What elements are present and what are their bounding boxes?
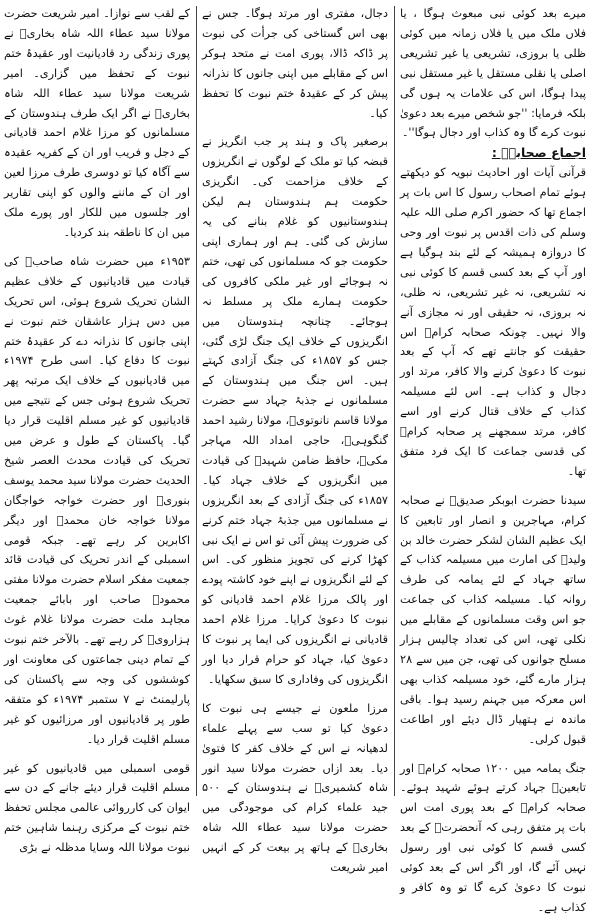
article-paragraph: جنگ یمامہ میں ۱۲۰۰ صحابہ کرامؓ اور تابعینؒ جہاد کرتے ہوئے شہید ہوئے۔ صحابہ کرامؓ کے بعد پوری امت اس بات پر متفق رہی کہ آنحضرتؐ کے بعد کسی قسم کا کوئی نبی اور رسول نہیں آئے گا، اور اگر اس کے بعد کوئی نبوت کا دعویٰ کرے گا تو وہ کافر و کذاب ہے۔: [400, 761, 586, 914]
article-paragraph: دجال، مفتری اور مرتد ہوگا۔ جس نے بھی اس گستاخی کی جرأت کی نبوت پر ڈاکہ ڈالا، پوری امت نے متحد ہوکر اس کے مقابلے میں اپنی جانوں کا نذرانہ پیش کر کے عقیدۂ ختم نبوت کا تحفظ کیا۔: [202, 7, 388, 120]
column-divider: [394, 6, 395, 796]
column-divider: [196, 6, 197, 796]
column-middle: [202, 4, 388, 875]
article-paragraph: ۱۹۵۳ء میں حضرت شاہ صاحبؒ کی قیادت میں قادیانیوں کے خلاف عظیم الشان تحریک شروع ہوئی، اس تحریک میں دس ہزار عاشقان ختم نبوت نے اپنی جانوں کا نذرانہ دے کر عقیدۂ ختم نبوت کا دفاع کیا۔ اسی طرح ۱۹۷۴ء میں قادیانیوں کے خلاف ایک مرتبہ پھر تحریک شروع ہوئی جس کے نتیجے میں قادیانیوں کو غیر مسلم اقلیت قرار دیا گیا۔ پاکستان کے طول و عرض میں تحریک کی قیادت محدث العصر شیخ الحدیث حضرت مولانا سید محمد یوسف بنوریؒ اور حضرت خواجہ خواجگان مولانا خواجہ خان محمدؒ اور دیگر اکابرین کر رہے تھے۔ جبکہ قومی اسمبلی کے اندر تحریک کی قیادت قائد جمعیت مفکر اسلام حضرت مولانا مفتی محمودؒ صاحب اور بابائے جمعیت مجاہد ملت حضرت مولانا غلام غوث ہزارویؒ کر رہے تھے۔ بالآخر ختم نبوت کے تمام دینی جماعتوں کی معاونت اور کوششوں کی وجہ سے پاکستان کی پارلیمنٹ نے ۷ ستمبر ۱۹۷۴ء کو متفقہ طور پر قادیانیوں اور مرزائیوں کو غیر مسلم اقلیت قرار دیا۔: [4, 254, 191, 746]
article-paragraph: قومی اسمبلی میں قادیانیوں کو غیر مسلم اقلیت قرار دیئے جانے کے دن سے ایوان کی کارروائی عالمی مجلس تحفظ ختم نبوت کے مرکزی رہنما شاہین ختم نبوت مولانا اللہ وسایا مدظلہ نے بڑی: [4, 761, 190, 855]
article-paragraph: کے لقب سے نوازا۔ امیر شریعت حضرت مولانا سید عطاء اللہ شاہ بخاریؒ نے پوری زندگی رد قادیانیت اور عقیدۂ ختم نبوت کے تحفظ میں گزاری۔ امیر شریعت مولانا سید عطاء اللہ شاہ بخاریؒ نے اگر ایک طرف ہندوستان کے مسلمانوں کو مرزا غلام احمد قادیانی کے دجل و فریب اور ان کے کفریہ عقیدہ سے آگاہ کیا تو دوسری طرف مرزا لعین اور ان کے ماننے والوں کو اپنی تقاریر اور جلسوں میں للکار اور پورے ملک میں ان کا ناطقہ بند کردیا۔: [4, 7, 190, 239]
column-left: [4, 4, 191, 855]
column-right: [400, 4, 586, 914]
article-paragraph: مرزا ملعون نے جیسے ہی نبوت کا دعویٰ کیا تو سب سے پہلے علماء لدھیانہ نے اس کے خلاف کفر کا فتویٰ دیا۔ بعد ازاں حضرت مولانا سید انور شاہ کشمیریؒ نے ہندوستان کے ۵۰۰ جید علماء کرام کی موجودگی میں حضرت مولانا سید عطاء اللہ شاہ بخاریؒ کے ہاتھ پر بیعت کر کے انہیں امیر شریعت: [202, 701, 388, 875]
article-paragraph: قرآنی آیات اور احادیث نبویہ کو دیکھتے ہوئے تمام اصحاب رسول کا اس بات پر اجماع تھا کہ حضور اکرم صلی اللہ علیہ وسلم کی ذات اقدس پر نبوت اور وحی کا دروازہ ہمیشہ کے لئے بند ہوگیا ہے اور آپ کے بعد کسی قسم کا کوئی نبی نہ تشریعی، نہ غیر تشریعی، نہ ظلی، نہ بروزی، نہ حقیقی اور نہ مجازی آنے والا نہیں۔ چونکہ صحابہ کرامؓ اس حقیقت کو جانتے تھے کہ آپ کے بعد نبوت کا دعویٰ کرنے والا کافر، مرتد اور دجال و کذاب ہے۔ اس لئے مسیلمہ کذاب کے خلاف قتال کرنے اور اسے کافر، مرتد سمجھنے پر صحابہ کرامؓ کی قدسی جماعت کا ایک فرد متفق تھا۔: [400, 166, 586, 478]
article-paragraph: برصغیر پاک و ہند پر جب انگریز نے قبضہ کیا تو ملک کے لوگوں نے انگریزوں کے خلاف مزاحمت کی۔ انگریزی حکومت ہم ہندوستان ہم لیکن ہندوستانیوں کو غلام بنانے کی یہ سازش کی گئی۔ ہم اور ہماری اپنی حکومت جو کہ مسلمانوں کی تھی، ختم نہ ہوجائے اور غیر ملکی کافروں کی حکومت ہمارے ملک پر مسلط نہ ہوجائے۔ چنانچہ ہندوستان میں انگریزوں کے خلاف ایک جنگ لڑی گئی، جس کو ۱۸۵۷ء کی جنگ آزادی کہتے ہیں۔ اس جنگ میں ہندوستان کے مسلمانوں نے جذبۂ جہاد سے حضرت مولانا قاسم نانوتویؒ، مولانا رشید احمد گنگوہیؒ، حاجی امداد اللہ مہاجر مکیؒ، حافظ ضامن شہیدؒ کی قیادت میں انگریزوں کے خلاف جہاد کیا۔ ۱۸۵۷ء کی جنگ آزادی کے بعد انگریزوں نے مسلمانوں میں جذبۂ جہاد ختم کرنے کی ضرورت پیش آئی تو اس نے ایک نبی کھڑا کرنے کی تجویز منظور کی۔ اس کے لئے انگریزوں نے اپنے خود کاشتہ پودے اور پالک مرزا غلام احمد قادیانی کو نبوت کا دعویٰ کرایا۔ مرزا غلام احمد قادیانی نے انگریزوں کی ایما پر نبوت کا دعویٰ کیا، جہاد کو حرام قرار دیا اور انگریزوں کی وفاداری کا سبق سکھایا۔: [202, 135, 388, 686]
article-paragraph: سیدنا حضرت ابوبکر صدیقؓ نے صحابہ کرام، مہاجرین و انصار اور تابعین کا ایک عظیم الشان لشکر حضرت خالد بن ولیدؓ کی امارت میں مسیلمہ کذاب کے ساتھ جہاد کے لئے یمامہ کی طرف روانہ کیا۔ مسیلمہ کذاب کی جماعت جو اس وقت مسلمانوں کے مقابلے میں نکلی تھی، اس کی تعداد چالیس ہزار مسلح جوانوں کی تھی، جن میں سے ۲۸ ہزار مارے گئے، خود مسیلمہ کذاب بھی اس معرکہ میں جہنم رسید ہوا۔ باقی ماندہ نے ہتھیار ڈال دیئے اور اطاعت قبول کرلی۔: [400, 493, 586, 746]
article-paragraph: میرے بعد کوئی نبی مبعوث ہوگا ، یا فلاں ملک میں یا فلاں زمانہ میں کوئی ظلی یا بروزی، تشریعی یا غیر تشریعی اصلی یا نقلی مستقل یا غیر مستقل نبی پیدا ہوگا، اس کی علامات یہ ہوں گی بلکہ فرمایا: ''جو شخص میرے بعد دعویٰ نبوت کرے گا وہ کذاب اور دجال ہوگا''۔: [400, 7, 586, 140]
section-heading: اجماع صحابہؓ :: [491, 145, 586, 161]
